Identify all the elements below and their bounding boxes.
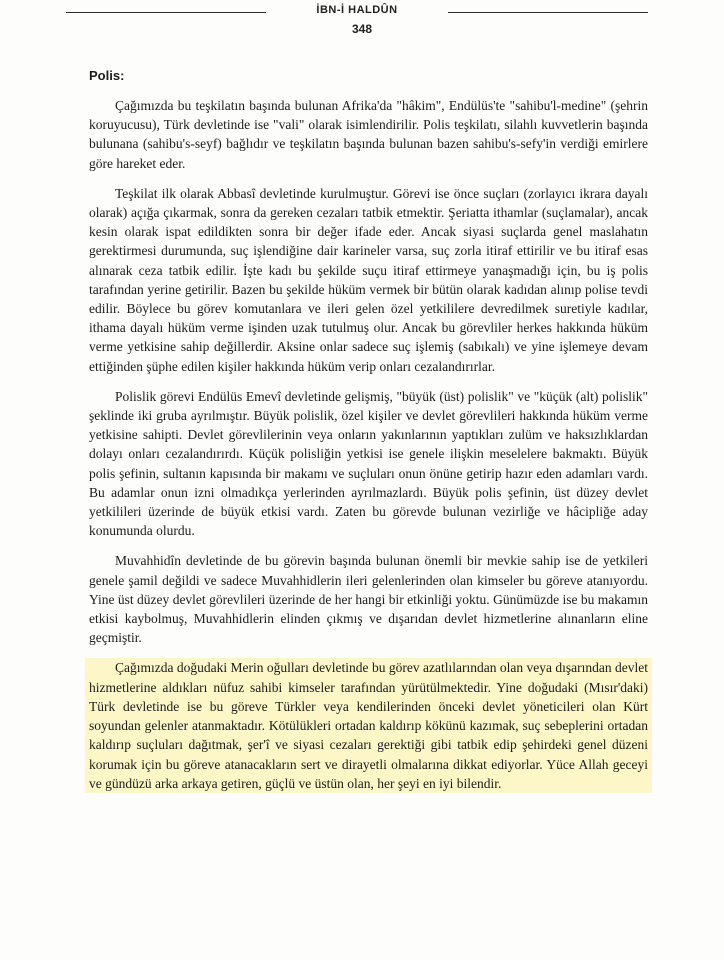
page-header [66, 2, 648, 22]
running-head: İBN-İ HALDÛN [316, 4, 398, 16]
paragraph-1: Çağımızda bu teşkilatın başında bulunan Afrika'da "hâkim", Endülüs'te "sahibu'l-medine" (şehrin koruyucusu), Türk devletinde ise "vali" olarak isimlendirilir. Polis teşkilatı, silahlı kuvvetlerin başında bulunana (sahibu's-seyf) bağlıdır ve teşkilatın başında bulunan bazen sahibu's-sefy'in verdiği emirlere göre hareket eder. [89, 98, 648, 171]
page-body [89, 66, 648, 804]
page-number: 348 [351, 22, 373, 36]
paragraph-2: Teşkilat ilk olarak Abbasî devletinde kurulmuştur. Görevi ise önce suçları (zorlayıcı ikrara dayalı olarak) açığa çıkarmak, sonra da gereken cezaları tatbik etmektir. Şeriatta ithamlar (suçlamalar), ancak kesin olarak ispat edildikten sonra bir değer ifade eder. Ancak siyasi suçlarda genel maslahatın gerektirmesi durumunda, suç işlendiğine dair karineler varsa, suç zorla itiraf ettirilir ve bu itiraf esas alınarak ceza tatbik edilir. İşte kadı bu şekilde suçu itiraf ettirmeye yanaşmadığı için, bu iş polis tarafından yerine getirilir. Bazen bu şekilde hüküm vermek bir bütün olarak kadıdan alınıp polise tevdi edilir. Böylece bu görev komutanlara ve ileri gelen özel yetkililere devredilmek suretiyle kadılar, ithama dayalı hüküm verme işinden uzak tutulmuş olur. Ancak bu görevliler herkes hakkında hüküm verme yetkisine sahip değillerdir. Aksine onlar sadece suç işlemiş (sabıkalı) ve yine işlemeye devam ettiğinden şüphe edilen kişiler hakkında hüküm verip onları cezalandırırlar. [89, 185, 648, 374]
section-title: Polis: [89, 68, 125, 83]
header-rule-right [448, 12, 648, 13]
paragraph-3: Polislik görevi Endülüs Emevî devletinde gelişmiş, "büyük (üst) polislik" ve "küçük (alt) polislik" şeklinde iki gruba ayrılmıştır. Büyük polislik, özel kişiler ve devlet görevlileri hakkında hüküm verme yetkisine sahipti. Devlet görevlilerinin veya onların yakınlarının yaptıkları zulüm ve haksızlıklardan dolayı onları cezalandırırdı. Küçük polisliğin yetkisi ise genele ilişkin meselelere bakmaktı. Büyük polis şefinin, sultanın kapısında bir makamı ve suçluları onun önüne getirip hazır eden adamları vardı. Bu adamlar onun izni olmadıkça yerlerinden ayrılmazlardı. Büyük polis şefinin, üst düzey devlet yetkilileri üzerinde de büyük etkisi vardı. Zaten bu görevde bulunan vezirliğe ve hâcipliğe aday konumunda olurdu. [89, 388, 648, 539]
paragraph-5-highlighted: Çağımızda doğudaki Merin oğulları devletinde bu görev azatlılarından olan veya dışarından devlet hizmetlerine aldıkları nüfuz sahibi kimseler tarafından yürütülmektedir. Yine doğudaki (Mısır'daki) Türk devletinde ise bu göreve Türkler veya kendilerinden önceki devlet yöneticileri olan Kürt soyundan gelenler atanmaktadır. Kötülükleri ortadan kaldırıp kökünü kazımak, suç sebeplerini ortadan kaldırıp suçluları dağıtmak, şer'î ve siyasi cezaları gerektiği gibi tatbik edip şehirdeki genel düzeni korumak için bu göreve atanacakların sert ve dirayetli olmalarına dikkat ediyorlar. Yüce Allah geceyi ve gündüzü arka arkaya getiren, güçlü ve üstün olan, her şeyi en iyi bilendir. [89, 658, 648, 792]
header-rule-left [66, 12, 266, 13]
paragraph-4: Muvahhidîn devletinde de bu görevin başında bulunan önemli bir mevkie sahip ise de yetkileri genele şamil değildi ve sadece Muvahhidlerin ileri gelenlerinden olan kimseler bu göreve atanıyordu. Yine üst düzey devlet görevlileri üzerinde de her hangi bir etkinliği yoktu. Günümüzde ise bu makamın etkisi kaybolmuş, Muvahhidlerin elinden çıkmış ve dışarıdan devlet hizmetlerine alınanların eline geçmiştir. [89, 553, 648, 646]
